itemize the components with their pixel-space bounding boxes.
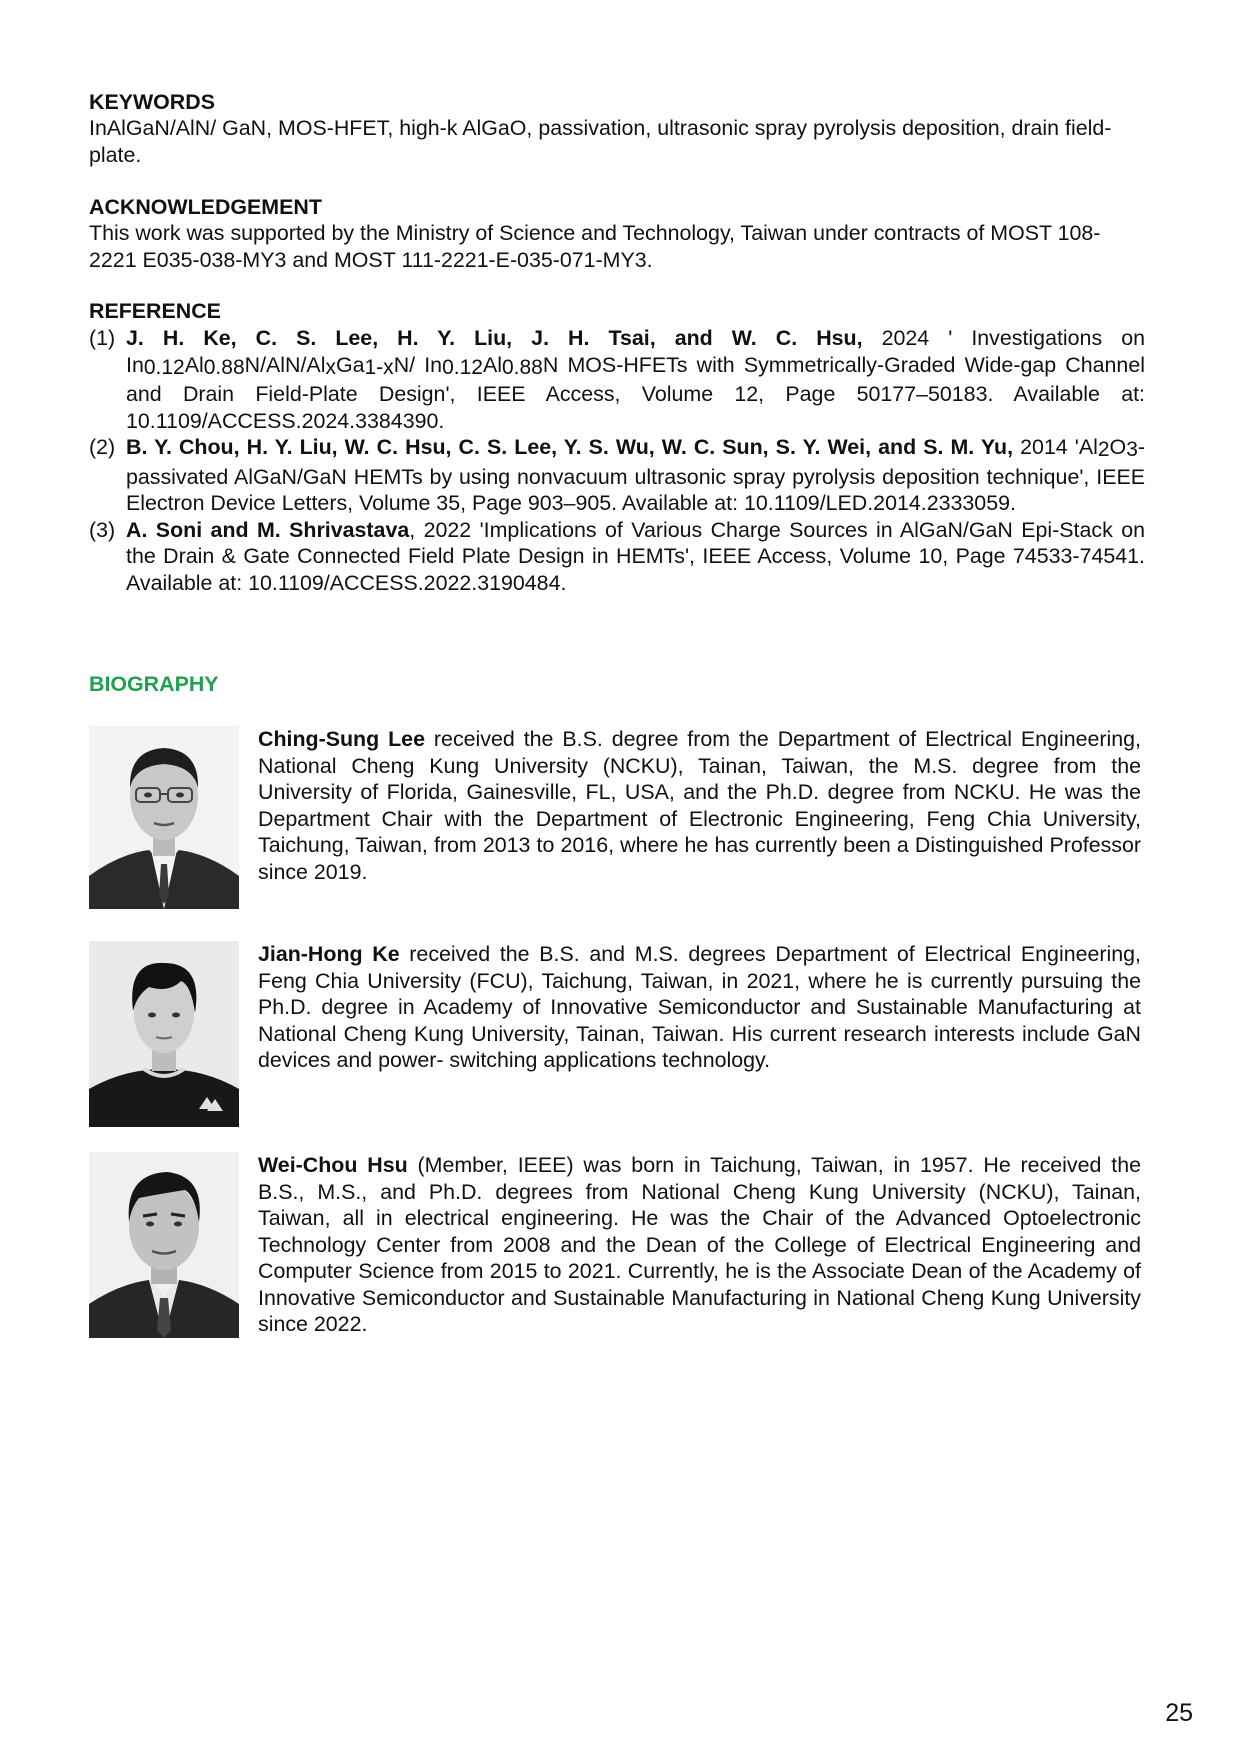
keywords-heading: KEYWORDS [89, 90, 215, 114]
reference-number: (1) [89, 326, 116, 350]
reference-title: -passivated AlGaN/GaN HEMTs by using nonvacuum ultrasonic spray pyrolysis deposition technique', IEEE Electron Device Letters, Volume 35, Page 903–905. Available at: 10.1109/LED.2014.2333059. [126, 435, 1145, 515]
biography-entry [89, 941, 1141, 1141]
portrait-image [89, 1152, 239, 1338]
reference-item [89, 325, 1145, 434]
biography-text [258, 1152, 1141, 1338]
biography-heading: BIOGRAPHY [89, 672, 219, 696]
biography-name: Ching-Sung Lee [258, 727, 425, 751]
acknowledgement-heading: ACKNOWLEDGEMENT [89, 195, 322, 219]
author-photo [89, 726, 239, 909]
reference-number: (3) [89, 517, 116, 542]
keywords-text: InAlGaN/AlN/ GaN, MOS-HFET, high-k AlGaO, passivation, ultrasonic spray pyrolysis deposition, drain field-plate. [89, 116, 1112, 167]
portrait-image [89, 726, 239, 909]
author-photo [89, 941, 239, 1127]
reference-item [89, 434, 1145, 517]
biography-entry [89, 1152, 1141, 1352]
biography-entry [89, 726, 1141, 926]
reference-title: MOS-HFETs with Symmetrically-Graded Wide-gap Channel and Drain Field-Plate Design', IEEE Access, Volume 12, Page 50177–50183. Available at: 10.1109/ACCESS.2024.3384390. [126, 352, 1145, 433]
biography-name: Jian-Hong Ke [258, 942, 400, 966]
reference-title: , 2022 'Implications of Various Charge Sources in AlGaN/GaN Epi-Stack on the Drain & Gate Connected Field Plate Design in HEMTs', IEEE Access, Volume 10, Page 74533-74541. Available at: 10.1109/ACCESS.2022.3190484. [126, 517, 1145, 595]
acknowledgement-text: This work was supported by the Ministry of Science and Technology, Taiwan under contracts of MOST 108-2221 E035-038-MY3 and MOST 111-2221-E-035-071-MY3. [89, 221, 1101, 272]
reference-body: B. Y. Chou, H. Y. Liu, W. C. Hsu, C. S. Lee, Y. S. Wu, W. C. Sun, S. Y. Wei, and S. M. Yu, 2014 '$Al_2O_3$-passivated AlGaN/GaN HEMTs by using nonvacuum ultrasonic spray pyrolysis deposition technique', IEEE Electron Device Letters, Volume 35, Page 903–905. Available at: 10.1109/LED.2014.2333059. [126, 435, 1145, 515]
reference-authors: J. H. Ke, C. S. Lee, H. Y. Liu, J. H. Tsai, and W. C. Hsu, [126, 326, 863, 350]
biography-name: Wei-Chou Hsu [258, 1153, 408, 1177]
reference-title-pre: 'Al [1074, 435, 1098, 459]
page-number: 25 [1165, 1699, 1193, 1727]
reference-list [89, 325, 1145, 596]
portrait-image [89, 941, 239, 1127]
reference-number: (2) [89, 435, 116, 459]
reference-body [126, 517, 1145, 597]
reference-authors: B. Y. Chou, H. Y. Liu, W. C. Hsu, C. S. Lee, Y. S. Wu, W. C. Sun, S. Y. Wei, and S. M. Yu, [126, 435, 1014, 459]
reference-year: 2014 [1013, 435, 1068, 459]
biography-description: (Member, IEEE) was born in Taichung, Taiwan, in 1957. He received the B.S., M.S., and Ph.D. degrees from National Cheng Kung University (NCKU), Tainan, Taiwan, all in electrical engineering. He was the Chair of the Advanced Optoelectronic Technology Center from 2008 and the Dean of the College of Electrical Engineering and Computer Science from 2015 to 2021. Currently, he is the Associate Dean of the Academy of Innovative Semiconductor and Sustainable Manufacturing in National Cheng Kung University since 2022. [258, 1153, 1141, 1336]
reference-item [89, 517, 1145, 597]
biography-description: received the B.S. and M.S. degrees Department of Electrical Engineering, Feng Chia University (FCU), Taichung, Taiwan, in 2021, where he is currently pursuing the Ph.D. degree in Academy of Innovative Semiconductor and Sustainable Manufacturing at National Cheng Kung University, Tainan, Taiwan. His current research interests include GaN devices and power- switching applications technology. [258, 942, 1141, 1072]
author-photo [89, 1152, 239, 1338]
reference-heading: REFERENCE [89, 299, 221, 323]
reference-body: J. H. Ke, C. S. Lee, H. Y. Liu, J. H. Tsai, and W. C. Hsu, 2024 ' Investigations on $In_{0.12}Al_{0.88}N/AlN/Al_xGa_{1-x}N/$ $In_{0.12}Al_{0.88}N$ MOS-HFETs with Symmetrically-Graded Wide-gap Channel and Drain Field-Plate Design', IEEE Access, Volume 12, Page 50177–50183. Available at: 10.1109/ACCESS.2024.3384390. [126, 326, 1145, 433]
biography-description: received the B.S. degree from the Department of Electrical Engineering, National Cheng Kung University (NCKU), Tainan, Taiwan, the M.S. degree from the University of Florida, Gainesville, FL, USA, and the Ph.D. degree from NCKU. He was the Department Chair with the Department of Electronic Engineering, Feng Chia University, Taichung, Taiwan, from 2013 to 2016, where he has currently been a Distinguished Professor since 2019. [258, 727, 1142, 884]
biography-text [258, 726, 1141, 885]
reference-year-title: 2024 ' Investigations on [862, 326, 1145, 350]
reference-authors: A. Soni and M. Shrivastava [126, 517, 410, 542]
biography-text [258, 941, 1141, 1074]
